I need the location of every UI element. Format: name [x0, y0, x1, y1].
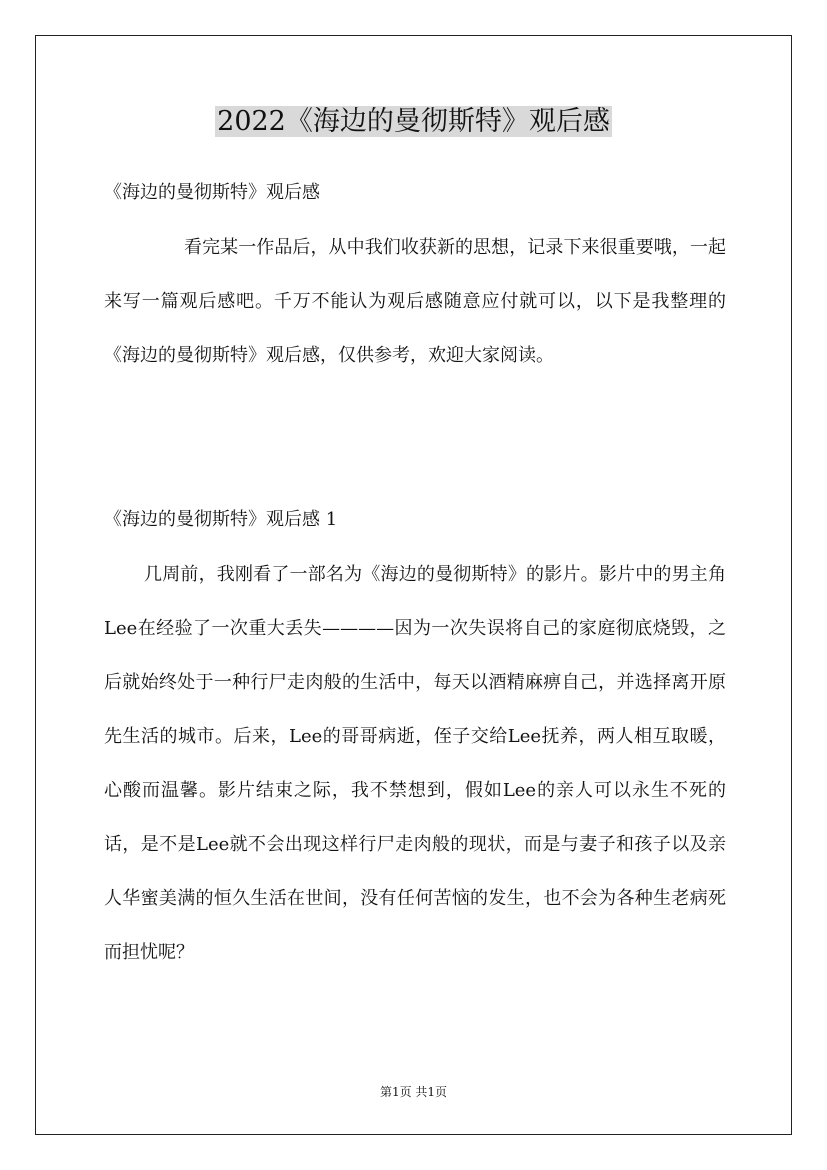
document-subtitle: 《海边的曼彻斯特》观后感: [104, 182, 320, 203]
page-footer: 第1页 共1页: [379, 1085, 448, 1099]
document-title-text: 2022《海边的曼彻斯特》观后感: [217, 106, 610, 137]
section-body-paragraph: 几周前，我刚看了一部名为《海边的曼彻斯特》的影片。影片中的男主角Lee在经验了一次重大丢失————因为一次失误将自己的家庭彻底烧毁，之后就始终处于一种行尸走肉般的生活中，每天以酒精麻痹自己，并选择离开原先生活的城市。后来，Lee的哥哥病逝，侄子交给Lee抚养，两人相互取暖，心酸而温馨。影片结束之际，我不禁想到，假如Lee的亲人可以永生不死的话，是不是Lee就不会出现这样行尸走肉般的现状，而是与妻子和孩子以及亲人华蜜美满的恒久生活在世间，没有任何苦恼的发生，也不会为各种生老病死而担忧呢？: [104, 564, 726, 963]
intro-paragraph: 看完某一作品后，从中我们收获新的思想，记录下来很重要哦，一起来写一篇观后感吧。千万不能认为观后感随意应付就可以，以下是我整理的《海边的曼彻斯特》观后感，仅供参考，欢迎大家阅读。: [104, 237, 726, 366]
section-heading: 《海边的曼彻斯特》观后感 1: [104, 509, 338, 530]
document-title: [0, 100, 827, 144]
